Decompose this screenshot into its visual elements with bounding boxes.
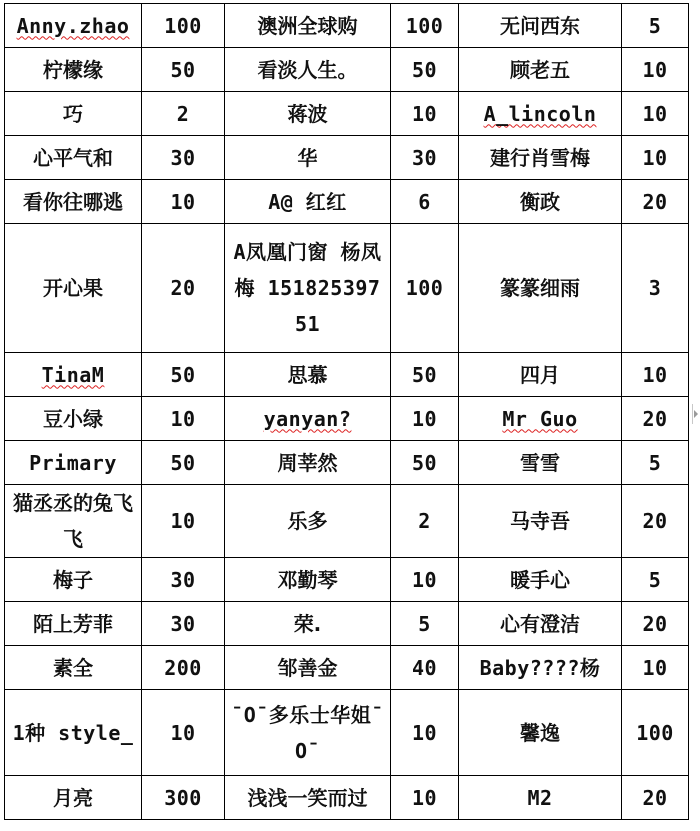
donor-name: 篆篆细雨 (500, 276, 580, 300)
donor-name-cell (225, 48, 391, 92)
donation-amount-cell (622, 92, 689, 136)
table-row (5, 180, 689, 224)
donation-amount: 10 (170, 509, 196, 533)
donor-name: 马寺吾 (510, 509, 570, 533)
donation-amount: 50 (170, 57, 196, 82)
donation-amount: 20 (642, 509, 668, 533)
donation-amount-cell (622, 4, 689, 48)
donation-amount-cell (391, 602, 459, 646)
donation-amount: 10 (642, 145, 668, 170)
donation-amount-cell (142, 397, 225, 441)
donation-amount: 20 (170, 276, 196, 300)
donor-name-cell (225, 353, 391, 397)
table-row (5, 92, 689, 136)
donor-name-cell (459, 92, 622, 136)
donor-name-cell (5, 441, 142, 485)
donation-amount-cell (391, 92, 459, 136)
donation-amount: 20 (642, 785, 668, 810)
donor-name: 巧 (63, 101, 83, 126)
donation-amount: 100 (164, 13, 202, 38)
donor-name-cell (459, 558, 622, 602)
table-row (5, 136, 689, 180)
table-row (5, 4, 689, 48)
donor-name-cell (459, 646, 622, 690)
donor-name: 心有澄洁 (500, 611, 580, 636)
donor-name: A_lincoln (483, 101, 597, 126)
donor-name: 1种 style_ (12, 720, 134, 745)
donor-name: 看淡人生。 (257, 57, 358, 82)
donation-table (4, 3, 689, 820)
donation-amount: 10 (170, 406, 196, 431)
donation-amount: 3 (648, 276, 662, 300)
donation-amount-cell (142, 558, 225, 602)
donor-name-cell (459, 602, 622, 646)
donation-amount-cell (391, 690, 459, 776)
donation-amount: 50 (411, 450, 438, 475)
donation-amount-cell (142, 92, 225, 136)
donor-name: Mr Guo (502, 406, 578, 431)
donor-name: Primary (29, 450, 117, 475)
table-row (5, 602, 689, 646)
donor-name-cell (5, 224, 142, 353)
donation-amount: 20 (642, 406, 668, 431)
donor-name-cell (459, 441, 622, 485)
donor-name: 陌上芳菲 (33, 611, 113, 636)
donation-amount-cell (622, 646, 689, 690)
donation-amount-cell (622, 353, 689, 397)
donation-amount: 10 (642, 57, 668, 82)
donor-name: TinaM (41, 362, 105, 387)
donor-name: 开心果 (43, 276, 103, 300)
donation-amount-cell (391, 224, 459, 353)
donor-name: 无问西东 (500, 13, 580, 38)
donation-amount-cell (622, 558, 689, 602)
donation-amount-cell (622, 180, 689, 224)
table-row (5, 485, 689, 558)
donation-amount: 10 (411, 567, 438, 592)
donation-amount-cell (142, 646, 225, 690)
donation-amount: 20 (642, 189, 668, 214)
donation-amount: 50 (170, 450, 196, 475)
donation-amount-cell (622, 397, 689, 441)
donor-name-cell (459, 224, 622, 353)
donor-name-cell (5, 136, 142, 180)
donor-name-cell (225, 558, 391, 602)
table-row (5, 48, 689, 92)
donor-name-cell (5, 646, 142, 690)
table-row (5, 353, 689, 397)
donor-name-cell (5, 776, 142, 820)
donor-name-cell (459, 353, 622, 397)
donor-name-cell (459, 690, 622, 776)
donor-name: Anny.zhao (16, 13, 130, 38)
scroll-arrow-icon[interactable] (692, 404, 700, 424)
donation-amount-cell (622, 441, 689, 485)
donor-name: ¯O¯多乐士华姐¯O¯ (231, 702, 384, 763)
donation-amount-cell (391, 136, 459, 180)
donor-name: 思慕 (287, 362, 328, 387)
donation-amount: 5 (648, 13, 662, 38)
donation-amount: 6 (418, 189, 431, 214)
donation-amount-cell (391, 776, 459, 820)
table-row (5, 776, 689, 820)
donor-name: 月亮 (53, 785, 93, 810)
donor-name-cell (225, 441, 391, 485)
donation-amount-cell (622, 602, 689, 646)
donation-amount-cell (622, 224, 689, 353)
donor-name-cell (459, 4, 622, 48)
donation-amount-cell (142, 776, 225, 820)
donation-amount-cell (142, 48, 225, 92)
donor-name-cell (5, 558, 142, 602)
table-row (5, 646, 689, 690)
donor-name-cell (5, 397, 142, 441)
donation-amount-cell (142, 4, 225, 48)
donation-amount: 10 (411, 720, 438, 745)
donor-name: 四月 (520, 362, 560, 387)
donor-name: 建行肖雪梅 (490, 145, 590, 170)
donor-name: 暖手心 (510, 567, 570, 592)
donation-amount-cell (391, 441, 459, 485)
donation-amount: 100 (405, 13, 444, 38)
donor-name: 素全 (53, 655, 93, 680)
donation-amount-cell (391, 397, 459, 441)
donation-amount-cell (142, 180, 225, 224)
donation-amount: 5 (418, 611, 431, 636)
donor-name-cell (225, 4, 391, 48)
donor-name-cell (5, 4, 142, 48)
donor-name-cell (459, 136, 622, 180)
donation-amount: 10 (411, 406, 438, 431)
donation-amount-cell (622, 48, 689, 92)
donor-name-cell (225, 224, 391, 353)
donation-amount: 200 (164, 655, 202, 680)
donor-name: 周莘然 (277, 450, 338, 475)
donation-amount-cell (391, 558, 459, 602)
donation-amount: 50 (411, 57, 438, 82)
donation-amount-cell (622, 136, 689, 180)
donor-name-cell (459, 776, 622, 820)
donation-amount: 20 (642, 611, 668, 636)
donation-amount: 30 (170, 145, 196, 170)
donor-name-cell (5, 602, 142, 646)
donor-name-cell (225, 776, 391, 820)
donor-name: 邹善金 (277, 655, 338, 680)
donation-amount-cell (622, 776, 689, 820)
donor-name: 猫丞丞的兔飞飞 (13, 491, 133, 551)
donor-name: 邓勤琴 (277, 567, 338, 592)
donor-name-cell (225, 92, 391, 136)
donor-name-cell (225, 602, 391, 646)
donation-amount: 10 (170, 189, 196, 214)
donation-amount-cell (622, 690, 689, 776)
donation-amount: 10 (642, 101, 668, 126)
donation-amount: 50 (411, 362, 438, 387)
donor-name: Baby????杨 (479, 655, 601, 680)
donation-amount: 10 (411, 101, 438, 126)
donation-amount: 2 (176, 101, 190, 126)
table-row (5, 558, 689, 602)
donor-name-cell (225, 646, 391, 690)
donor-name: 顾老五 (510, 57, 570, 82)
donor-name-cell (5, 485, 142, 558)
donation-amount: 30 (170, 611, 196, 636)
donation-amount-cell (391, 353, 459, 397)
table-row (5, 224, 689, 353)
donation-amount: 30 (170, 567, 196, 592)
donation-amount-cell (142, 353, 225, 397)
donation-amount-cell (391, 48, 459, 92)
donation-amount-cell (142, 690, 225, 776)
donor-name: 澳洲全球购 (257, 13, 358, 38)
donor-name-cell (5, 690, 142, 776)
donor-name-cell (225, 485, 391, 558)
donor-name-cell (5, 48, 142, 92)
donation-amount: 10 (170, 720, 196, 745)
donation-amount-cell (391, 485, 459, 558)
donation-table-body (5, 4, 689, 820)
donation-amount-cell (142, 136, 225, 180)
donor-name-cell (459, 485, 622, 558)
donation-amount-cell (391, 180, 459, 224)
donor-name-cell (5, 353, 142, 397)
donation-amount: 40 (411, 655, 438, 680)
donor-name: 馨逸 (520, 720, 560, 745)
donation-amount-cell (391, 4, 459, 48)
donation-amount: 10 (642, 362, 668, 387)
donor-name: 浅浅一笑而过 (247, 785, 368, 810)
donation-amount-cell (142, 485, 225, 558)
donation-amount: 5 (648, 567, 662, 592)
donation-amount-cell (391, 646, 459, 690)
donor-name: 梅子 (53, 567, 93, 592)
donor-name: 荣. (293, 611, 322, 636)
donor-name: 华 (297, 145, 318, 170)
donation-amount: 2 (418, 509, 431, 533)
donor-name: A凤凰门窗 杨凤梅 15182539751 (233, 240, 382, 336)
donation-amount-cell (142, 441, 225, 485)
donation-amount: 10 (642, 655, 668, 680)
donor-name: A@ 红红 (268, 189, 347, 214)
donor-name-cell (5, 180, 142, 224)
donor-name-cell (225, 397, 391, 441)
donor-name: 衡政 (520, 189, 560, 214)
donor-name: 心平气和 (33, 145, 113, 170)
donor-name-cell (225, 690, 391, 776)
donor-name: 乐多 (287, 509, 328, 533)
donation-amount-cell (142, 224, 225, 353)
donor-name-cell (459, 397, 622, 441)
donation-amount: 100 (636, 720, 674, 745)
donor-name: 豆小绿 (43, 406, 103, 431)
donation-amount: 10 (411, 785, 438, 810)
table-row (5, 690, 689, 776)
donor-name: 柠檬缘 (43, 57, 103, 82)
donation-amount-cell (142, 602, 225, 646)
donation-amount: 30 (411, 145, 438, 170)
donor-name-cell (225, 180, 391, 224)
donor-name-cell (5, 92, 142, 136)
donation-amount-cell (622, 485, 689, 558)
donation-amount: 50 (170, 362, 196, 387)
donation-amount: 5 (648, 450, 662, 475)
table-row (5, 441, 689, 485)
donor-name-cell (459, 48, 622, 92)
donation-amount: 100 (405, 276, 444, 300)
donor-name-cell (459, 180, 622, 224)
donation-amount: 300 (164, 785, 202, 810)
donor-name: 蒋波 (287, 101, 328, 126)
donor-name: yanyan? (263, 406, 352, 431)
donor-name: 雪雪 (520, 450, 560, 475)
donor-name-cell (225, 136, 391, 180)
table-row (5, 397, 689, 441)
donor-name: M2 (527, 785, 553, 810)
donor-name: 看你往哪逃 (23, 189, 123, 214)
